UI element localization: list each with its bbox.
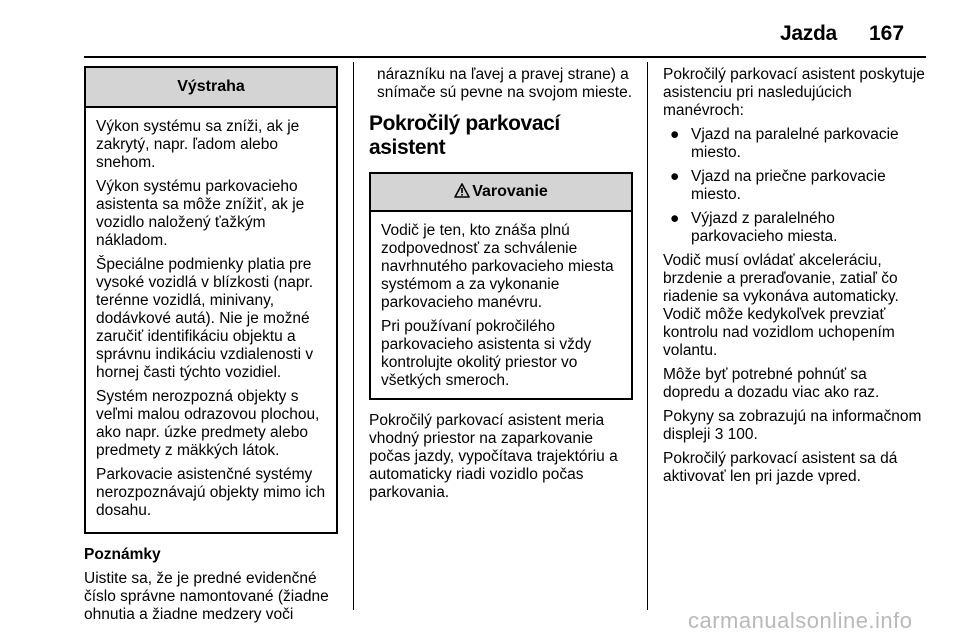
warning-paragraph: Výkon systému parkovacieho asistenta sa môže znížiť, ak je vozidlo naložený ťažkým nákladom. [96, 178, 305, 249]
body-text: Pokročilý parkovací asistent meria vhodný priestor na zaparkovanie počas jazdy, vypočítava trajektóriu a automaticky riadi vozidlo počas parkovania. [369, 412, 618, 501]
warning-box-body [86, 108, 336, 532]
header-rule [84, 56, 926, 58]
column-1 [84, 66, 338, 624]
warning-box-title: Výstraha [86, 68, 336, 108]
notes-section [84, 546, 338, 624]
caution-box-body [371, 212, 631, 398]
section-title: Pokročilý parkovací asistent [369, 112, 560, 159]
bullet-icon: ● [670, 126, 680, 143]
chapter-title: Jazda [780, 22, 837, 45]
caution-box [369, 172, 633, 400]
continued-text: nárazníku na ľavej a pravej strane) a snímače sú pevne na svojom mieste. [377, 66, 633, 101]
caution-paragraph: Pri používaní pokročilého parkovacieho asistenta si vždy kontrolujte okolitý priestor vo všetkých smeroch. [381, 318, 592, 389]
warning-paragraph: Výkon systému sa zníži, ak je zakrytý, napr. ľadom alebo snehom. [96, 118, 300, 171]
column-2 [369, 66, 633, 508]
paragraph: Môže byť potrebné pohnúť sa dopredu a dozadu viac ako raz. [663, 366, 880, 401]
list-item: ● Vjazd na paralelné parkovacie miesto. [670, 126, 899, 161]
warning-box [84, 66, 338, 534]
warning-paragraph: Systém nerozpozná objekty s veľmi malou odrazovou plochou, ako napr. úzke predmety alebo predmety z mäkkých látok. [96, 388, 320, 459]
notes-heading: Poznámky [84, 546, 161, 563]
notes-text: Uistite sa, že je predné evidenčné číslo správne namontované (žiadne ohnutia a žiadne medzery voči [84, 570, 329, 623]
warning-paragraph: Špeciálne podmienky platia pre vysoké vozidlá v blízkosti (napr. terénne vozidlá, minivany, dodávkové autá). Nie je možné zaručiť identifikáciu objektu a správnu indikáciu vzdialenosti v hornej časti týchto vozidiel. [96, 256, 314, 381]
page-reference-arrow-icon: 3 [714, 426, 724, 443]
list-item: ● Vjazd na priečne parkovacie miesto. [670, 168, 886, 203]
column-divider-2 [647, 62, 648, 610]
maneuver-list [663, 126, 927, 246]
caution-box-header [371, 174, 631, 212]
bullet-icon: ● [670, 210, 680, 227]
caution-paragraph: Vodič je ten, kto znáša plnú zodpovednosť za schválenie navrhnutého parkovacieho miesta systémom a za vykonanie parkovacieho manévru. [381, 222, 614, 311]
intro-text: Pokročilý parkovací asistent poskytuje asistenciu pri nasledujúcich manévroch: [663, 66, 925, 119]
page-number: 167 [869, 22, 905, 45]
list-item: ● Výjazd z paralelného parkovacieho miesta. [670, 210, 838, 245]
warning-paragraph: Parkovacie asistenčné systémy nerozpoznávajú objekty mimo ich dosahu. [96, 466, 326, 519]
page-reference-link[interactable]: 100. [727, 426, 758, 443]
caution-box-title: Varovanie [472, 183, 548, 200]
paragraph: Vodič musí ovládať akceleráciu, brzdenie a preraďovanie, zatiaľ čo riadenie sa vykonáva automaticky. Vodič môže kedykoľvek prevziať kontrolu nad vozidlom uchopením volantu. [663, 252, 899, 359]
watermark: carmanualsonline.info [688, 608, 913, 633]
paragraph: Pokročilý parkovací asistent sa dá aktivovať len pri jazde vpred. [663, 450, 898, 485]
warning-triangle-icon [454, 176, 470, 212]
reference-paragraph: Pokyny sa zobrazujú na informačnom displeji 3 100. [663, 408, 922, 443]
column-divider-1 [353, 62, 354, 610]
bullet-icon: ● [670, 168, 680, 185]
column-3 [663, 66, 927, 492]
